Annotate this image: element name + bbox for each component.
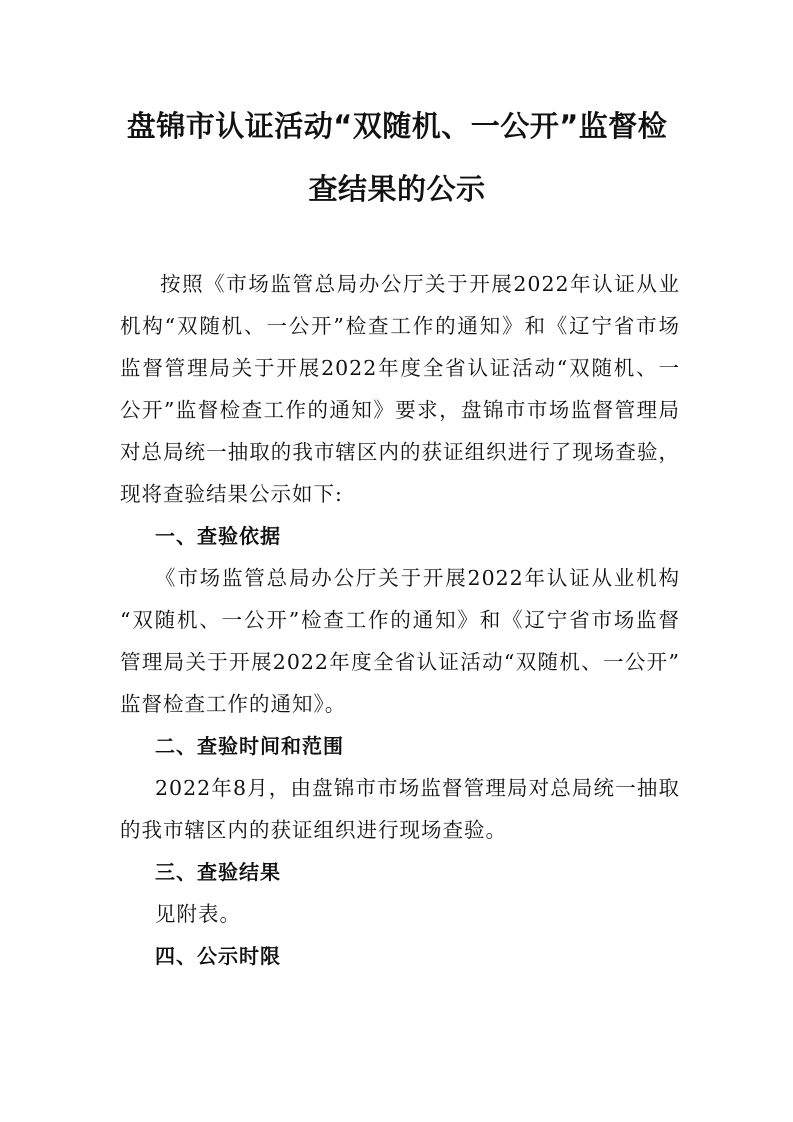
section-basis-line-4: 监督检查工作的通知》。 [120, 692, 347, 716]
section-heading-results: 三、查验结果 [155, 860, 281, 884]
intro-line-2: 机构“双随机、一公开”检查工作的通知》和《辽宁省市场 [120, 314, 680, 338]
document-title-line-1: 盘锦市认证活动“双随机、一公开”监督检 [126, 109, 668, 143]
document-title-line-2: 查结果的公示 [308, 172, 486, 206]
section-basis-line-3: 管理局关于开展2022年度全省认证活动“双随机、一公开” [120, 650, 680, 674]
intro-line-5: 对总局统一抽取的我市辖区内的获证组织进行了现场查验， [120, 440, 680, 464]
section-heading-notice-period: 四、公示时限 [155, 944, 281, 968]
intro-line-1: 按照《市场监管总局办公厅关于开展2022年认证从业 [160, 272, 680, 296]
intro-line-4: 公开”监督检查工作的通知》要求，盘锦市市场监督管理局 [120, 398, 680, 422]
intro-line-3: 监督管理局关于开展2022年度全省认证活动“双随机、一 [120, 356, 680, 380]
section-time-scope-line-2: 的我市辖区内的获证组织进行现场查验。 [120, 818, 507, 842]
section-basis-line-2: “双随机、一公开”检查工作的通知》和《辽宁省市场监督 [120, 608, 680, 632]
section-time-scope-line-1: 2022年8月，由盘锦市市场监督管理局对总局统一抽取 [155, 776, 680, 800]
section-heading-time-scope: 二、查验时间和范围 [155, 734, 344, 758]
section-results-line-1: 见附表。 [155, 902, 241, 926]
section-heading-basis: 一、查验依据 [155, 524, 281, 548]
section-basis-line-1: 《市场监管总局办公厅关于开展2022年认证从业机构 [155, 566, 680, 590]
intro-line-6: 现将查验结果公示如下: [120, 482, 343, 506]
